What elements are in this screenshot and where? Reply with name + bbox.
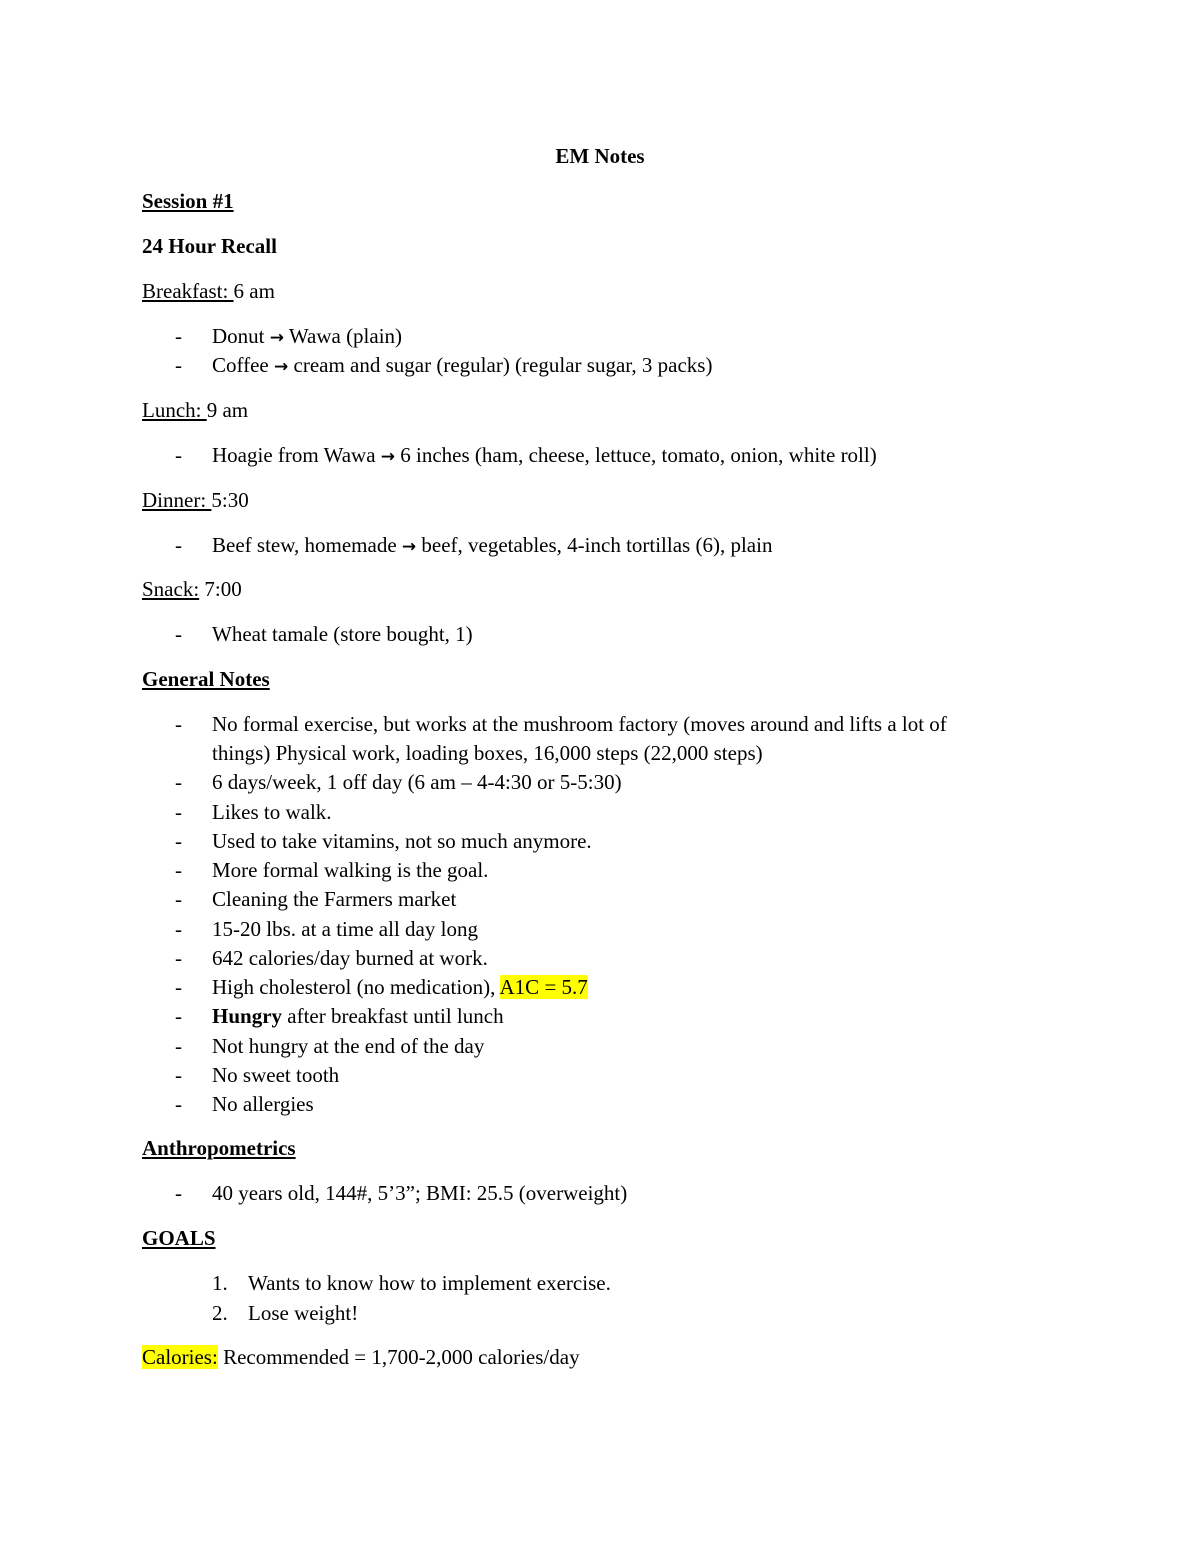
calories-label: Calories:	[142, 1345, 218, 1369]
breakfast-time: 6 am	[233, 279, 275, 303]
general-notes-heading: General Notes	[142, 667, 270, 691]
item-number: 2.	[212, 1301, 228, 1325]
bullet-dash: -	[175, 858, 182, 882]
item-text: 40 years old, 144#, 5’3”; BMI: 25.5 (overweight)	[212, 1181, 628, 1205]
a1c-highlight: A1C = 5.7	[499, 975, 588, 999]
item-text: Donut	[212, 324, 270, 348]
item-text: things) Physical work, loading boxes, 16,000 steps (22,000 steps)	[212, 741, 763, 765]
breakfast-label: Breakfast:	[142, 279, 234, 303]
item-text: 6 days/week, 1 off day (6 am – 4-4:30 or 5-5:30)	[212, 770, 622, 794]
lunch-label: Lunch:	[142, 398, 207, 422]
arrow-icon: →	[380, 447, 396, 467]
item-text: Wawa (plain)	[284, 324, 403, 348]
bullet-dash: -	[175, 353, 182, 377]
item-text: Wheat tamale (store bought, 1)	[212, 622, 473, 646]
arrow-icon: →	[401, 537, 417, 557]
item-text: 6 inches (ham, cheese, lettuce, tomato, onion, white roll)	[395, 443, 877, 467]
arrow-icon: →	[269, 328, 284, 348]
bullet-dash: -	[175, 712, 182, 736]
item-text: 642 calories/day burned at work.	[212, 946, 488, 970]
calories-line	[142, 1345, 580, 1369]
item-text: beef, vegetables, 4-inch tortillas (6), plain	[416, 533, 773, 557]
item-text: No formal exercise, but works at the mushroom factory (moves around and lifts a lot of	[212, 712, 947, 736]
item-text: More formal walking is the goal.	[212, 858, 489, 882]
lunch-time: 9 am	[206, 398, 249, 422]
item-text: Hoagie from Wawa	[212, 443, 381, 467]
bullet-dash: -	[175, 887, 182, 911]
item-text: Beef stew, homemade	[212, 533, 402, 557]
hungry-bold: Hungry	[212, 1004, 283, 1028]
bullet-dash: -	[175, 917, 182, 941]
item-text: Cleaning the Farmers market	[212, 887, 457, 911]
snack-line	[142, 577, 242, 601]
bullet-dash: -	[175, 533, 182, 557]
lunch-line	[142, 398, 248, 422]
bullet-dash: -	[175, 622, 182, 646]
bullet-dash: -	[175, 324, 182, 348]
item-text: High cholesterol (no medication),	[212, 975, 500, 999]
bullet-dash: -	[175, 1181, 182, 1205]
dinner-time: 5:30	[211, 488, 249, 512]
bullet-dash: -	[175, 1063, 182, 1087]
bullet-dash: -	[175, 800, 182, 824]
dinner-line	[142, 488, 249, 512]
item-number: 1.	[212, 1271, 228, 1295]
anthropometrics-heading: Anthropometrics	[142, 1136, 296, 1160]
item-text: Not hungry at the end of the day	[212, 1034, 485, 1058]
calories-text: Recommended = 1,700-2,000 calories/day	[217, 1345, 580, 1369]
recall-heading: 24 Hour Recall	[142, 234, 277, 258]
breakfast-line	[142, 279, 275, 303]
snack-label: Snack:	[142, 577, 200, 601]
item-text: No allergies	[212, 1092, 314, 1116]
session-heading: Session #1	[142, 189, 234, 213]
item-text: Lose weight!	[248, 1301, 359, 1325]
dinner-label: Dinner:	[142, 488, 212, 512]
item-text: Used to take vitamins, not so much anymore.	[212, 829, 592, 853]
bullet-dash: -	[175, 1034, 182, 1058]
goals-heading: GOALS	[142, 1226, 216, 1250]
snack-time: 7:00	[199, 577, 242, 601]
bullet-dash: -	[175, 1004, 182, 1028]
bullet-dash: -	[175, 975, 182, 999]
item-text: Coffee	[212, 353, 275, 377]
document-title: EM Notes	[555, 144, 645, 168]
item-text: after breakfast until lunch	[282, 1004, 504, 1028]
bullet-dash: -	[175, 443, 182, 467]
bullet-dash: -	[175, 829, 182, 853]
bullet-dash: -	[175, 946, 182, 970]
item-text: No sweet tooth	[212, 1063, 340, 1087]
bullet-dash: -	[175, 1092, 182, 1116]
item-text: Wants to know how to implement exercise.	[248, 1271, 611, 1295]
item-text: 15-20 lbs. at a time all day long	[212, 917, 478, 941]
item-text: Likes to walk.	[212, 800, 332, 824]
item-text: cream and sugar (regular) (regular sugar, 3 packs)	[288, 353, 713, 377]
arrow-icon: →	[274, 357, 289, 377]
bullet-dash: -	[175, 770, 182, 794]
